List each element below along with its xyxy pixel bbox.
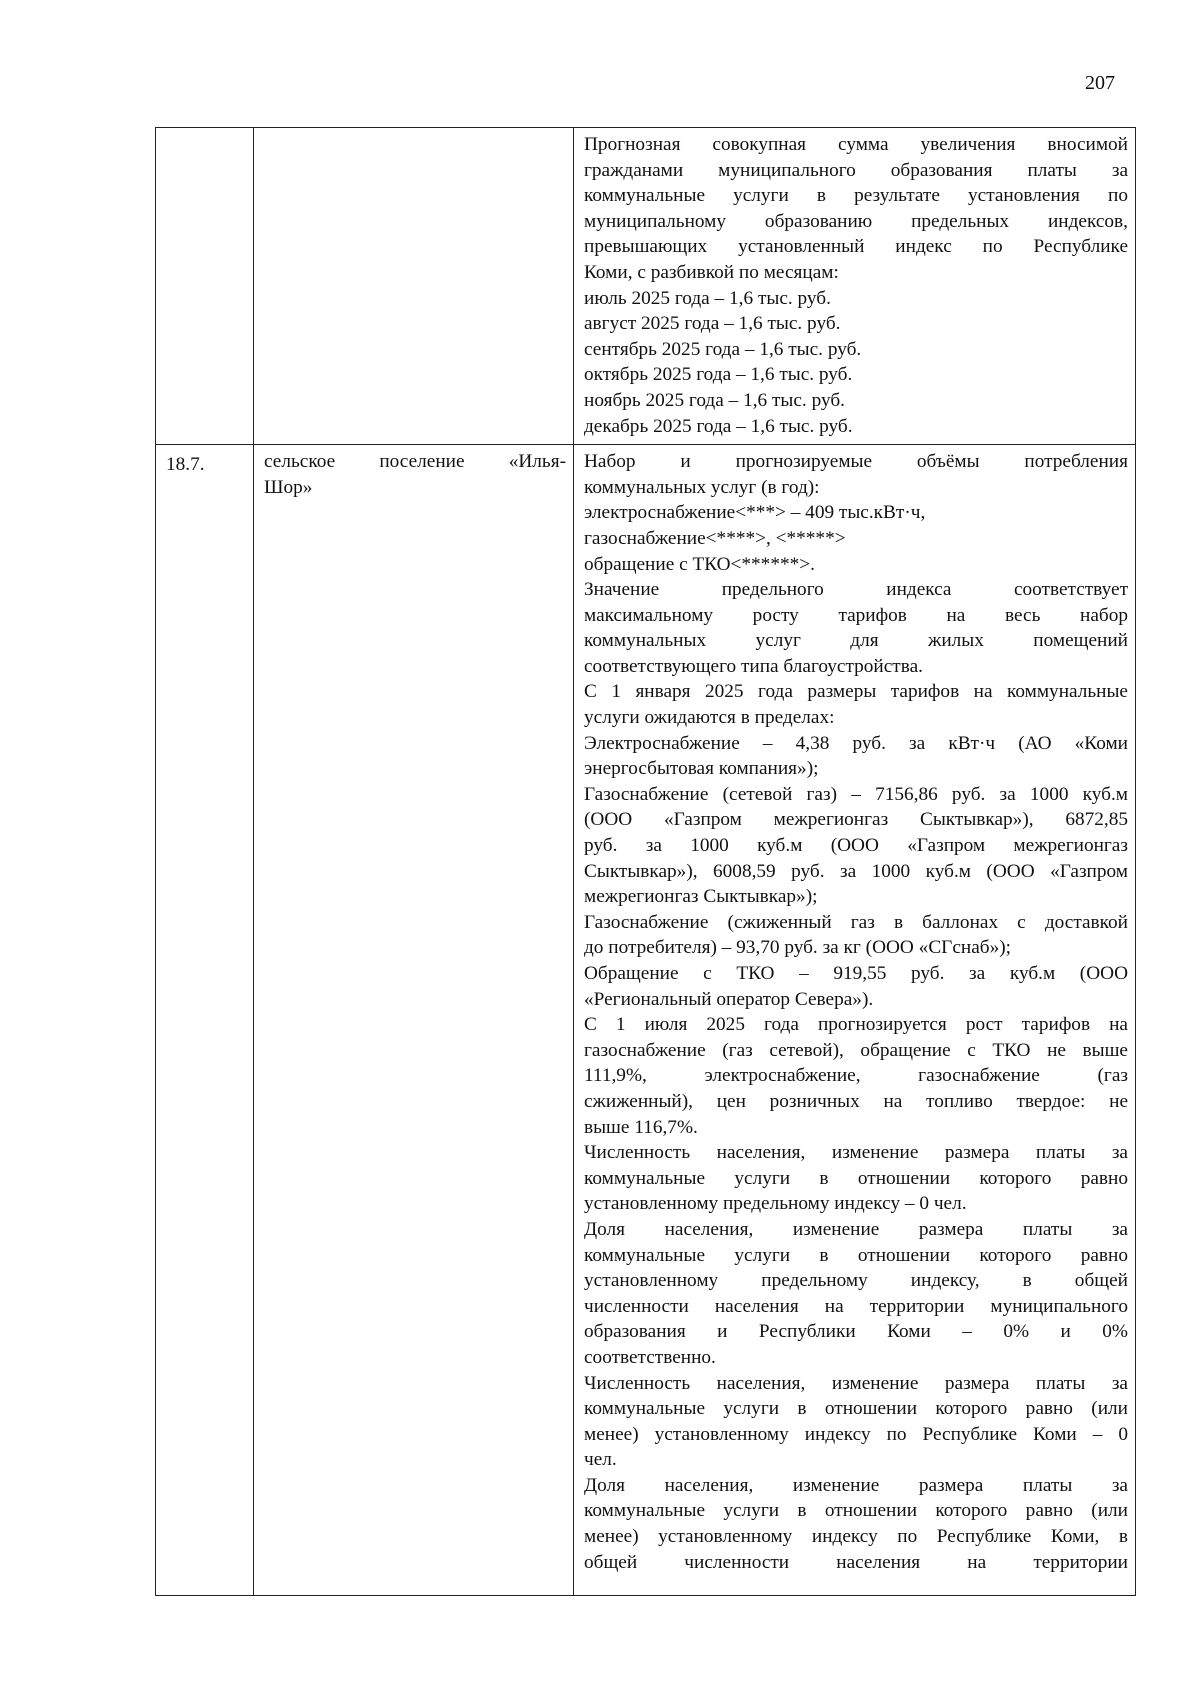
text-line: Доля населения, изменение размера платы за bbox=[584, 1474, 1128, 1496]
text-line: превышающих установленный индекс по Республике bbox=[584, 236, 1128, 258]
text-line: коммунальные услуги в результате установления по bbox=[584, 185, 1128, 207]
text-line: газоснабжение (газ сетевой), обращение с ТКО не выше bbox=[584, 1039, 1128, 1061]
text-line: Набор и прогнозируемые объёмы потребления bbox=[584, 451, 1128, 473]
text-line: октябрь 2025 года – 1,6 тыс. руб. bbox=[584, 364, 853, 386]
table-row bbox=[156, 445, 1136, 1596]
text-line: коммунальные услуги в отношении которого равно (или bbox=[584, 1398, 1128, 1420]
text-line: общей численности населения на территории bbox=[584, 1551, 1128, 1573]
description-cell bbox=[574, 128, 1136, 445]
text-line: электроснабжение<***> – 409 тыс.кВт·ч, bbox=[584, 502, 926, 524]
text-line: Газоснабжение (сжиженный газ в баллонах с доставкой bbox=[584, 911, 1128, 933]
municipality-name bbox=[254, 445, 573, 505]
text-line: декабрь 2025 года – 1,6 тыс. руб. bbox=[584, 415, 853, 437]
text-line: коммунальных услуг (в год): bbox=[584, 476, 820, 498]
text-line: межрегионгаз Сыктывкар»); bbox=[584, 886, 818, 908]
row-number-cell bbox=[156, 128, 254, 445]
text-line: сельское поселение «Илья- bbox=[264, 451, 566, 473]
text-line: Обращение с ТКО – 919,55 руб. за куб.м (ООО bbox=[584, 963, 1128, 984]
text-line: муниципальному образованию предельных индексов, bbox=[584, 210, 1128, 232]
text-line: менее) установленному индексу по Республике Коми, в bbox=[584, 1526, 1128, 1548]
text-line: максимальному росту тарифов на весь набор bbox=[584, 604, 1128, 626]
text-line: обращение с ТКО<******>. bbox=[584, 553, 815, 575]
text-line: коммунальные услуги в отношении которого равно (или bbox=[584, 1500, 1128, 1522]
text-line: установленному предельному индексу – 0 чел. bbox=[584, 1193, 967, 1215]
text-line: менее) установленному индексу по Республике Коми – 0 bbox=[584, 1423, 1128, 1445]
text-line: численности населения на территории муниципального bbox=[584, 1295, 1128, 1317]
text-line: коммунальные услуги в отношении которого равно bbox=[584, 1244, 1128, 1266]
text-line: до потребителя) – 93,70 руб. за кг (ООО «СГснаб»); bbox=[584, 937, 1011, 959]
text-line: руб. за 1000 куб.м (ООО «Газпром межрегионгаз bbox=[584, 835, 1128, 857]
description-cell bbox=[574, 445, 1136, 1596]
text-line: Прогнозная совокупная сумма увеличения вносимой bbox=[584, 134, 1128, 155]
text-line: гражданами муниципального образования платы за bbox=[584, 159, 1128, 181]
text-line: «Региональный оператор Севера»). bbox=[584, 988, 874, 1010]
text-line: образования и Республики Коми – 0% и 0% bbox=[584, 1321, 1128, 1343]
text-line: Электроснабжение – 4,38 руб. за кВт·ч (АО «Коми bbox=[584, 732, 1128, 754]
text-line: ноябрь 2025 года – 1,6 тыс. руб. bbox=[584, 389, 845, 411]
description-text bbox=[574, 128, 1135, 444]
text-line: Численность населения, изменение размера платы за bbox=[584, 1372, 1128, 1394]
text-line: С 1 января 2025 года размеры тарифов на коммунальные bbox=[584, 681, 1128, 703]
text-line: Газоснабжение (сетевой газ) – 7156,86 руб. за 1000 куб.м bbox=[584, 783, 1128, 805]
text-line: Численность населения, изменение размера платы за bbox=[584, 1142, 1128, 1164]
text-line: энергосбытовая компания»); bbox=[584, 758, 819, 780]
text-line: соответствующего типа благоустройства. bbox=[584, 655, 923, 677]
row-number-cell bbox=[156, 445, 254, 1596]
row-number: 18.7. bbox=[166, 454, 205, 476]
text-line: соответственно. bbox=[584, 1346, 716, 1368]
description-text bbox=[574, 445, 1135, 1580]
text-line: коммунальные услуги в отношении которого равно bbox=[584, 1167, 1128, 1189]
text-line: чел. bbox=[584, 1449, 617, 1471]
text-line: выше 116,7%. bbox=[584, 1116, 698, 1138]
text-line: С 1 июля 2025 года прогнозируется рост тарифов на bbox=[584, 1014, 1128, 1036]
text-line: газоснабжение<****>, <*****> bbox=[584, 527, 846, 549]
text-line: коммунальных услуг для жилых помещений bbox=[584, 630, 1128, 652]
text-line: (ООО «Газпром межрегионгаз Сыктывкар»), 6872,85 bbox=[584, 809, 1128, 831]
page-number: 207 bbox=[1085, 72, 1115, 94]
document-table bbox=[155, 127, 1136, 1596]
text-line: установленному предельному индексу, в общей bbox=[584, 1270, 1128, 1292]
text-line: сентябрь 2025 года – 1,6 тыс. руб. bbox=[584, 338, 862, 360]
municipality-cell bbox=[254, 128, 574, 445]
text-line: сжиженный), цен розничных на топливо твердое: не bbox=[584, 1090, 1128, 1112]
table-row bbox=[156, 128, 1136, 445]
text-line: Коми, с разбивкой по месяцам: bbox=[584, 261, 839, 283]
text-line: Значение предельного индекса соответствует bbox=[584, 579, 1128, 601]
text-line: услуги ожидаются в пределах: bbox=[584, 707, 835, 729]
text-line: Сыктывкар»), 6008,59 руб. за 1000 куб.м (ООО «Газпром bbox=[584, 860, 1128, 882]
text-line: июль 2025 года – 1,6 тыс. руб. bbox=[584, 287, 831, 309]
text-line: Шор» bbox=[264, 476, 313, 498]
text-line: 111,9%, электроснабжение, газоснабжение (газ bbox=[584, 1065, 1128, 1087]
text-line: Доля населения, изменение размера платы за bbox=[584, 1218, 1128, 1240]
municipality-cell bbox=[254, 445, 574, 1596]
text-line: август 2025 года – 1,6 тыс. руб. bbox=[584, 313, 841, 335]
